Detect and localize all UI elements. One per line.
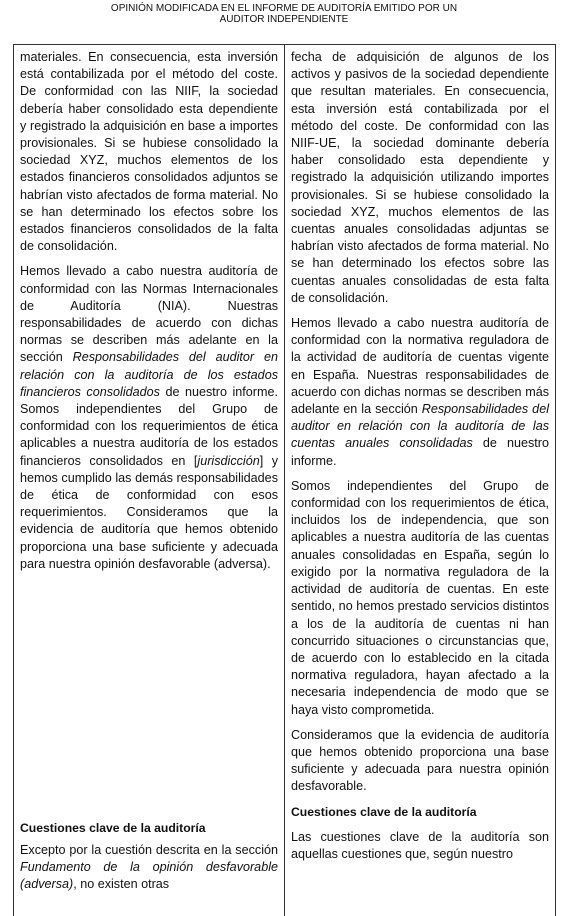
right-column xyxy=(285,45,555,916)
left-paragraph-2 xyxy=(20,263,278,573)
comparison-table xyxy=(13,44,556,916)
italic-run: Responsabilidades del auditor en relación con la auditoría de las cuentas anuales consolidadas xyxy=(291,402,549,451)
left-paragraph-3 xyxy=(20,842,278,894)
left-paragraph-1: materiales. En consecuencia, esta inversión está contabilizada por el método del coste. De conformidad con las NIIF, la sociedad debería haber consolidado esta dependiente y registrado la adquisición en base a importes provisionales. Si se hubiese consolidado la sociedad XYZ, muchos elementos de los estados financieros consolidados adjuntos se habrían visto afectados de forma material. No se han determinado los efectos sobre los estados financieros consolidados de la falta de consolidación. xyxy=(20,50,278,254)
page-header xyxy=(59,0,509,31)
text-run: Hemos llevado a cabo nuestra auditoría de conformidad con las Normas Internacionales de Auditoría (NIA). Nuestras responsabilidades de acuerdo con dichas normas se describen más adelante en la sección xyxy=(20,264,278,365)
left-section-heading: Cuestiones clave de la auditoría xyxy=(20,821,206,835)
right-paragraph-4: Consideramos que la evidencia de auditoría que hemos obtenido proporciona una base suficiente y adecuada para nuestra opinión desfavorable. xyxy=(291,727,549,794)
text-run: Excepto por la cuestión descrita en la sección xyxy=(20,843,278,857)
header-line-2: AUDITOR INDEPENDIENTE xyxy=(219,14,349,25)
right-paragraph-5: Las cuestiones clave de la auditoría son aquellas cuestiones que, según nuestro xyxy=(291,829,549,861)
header-line-1: OPINIÓN MODIFICADA EN EL INFORME DE AUDITORÍA EMITIDO POR UN xyxy=(110,3,458,14)
text-run: de nuestro informe. Somos independientes del Grupo de conformidad con los requerimientos de ética aplicables a nuestra auditoría de los estados financieros consolidados en [ xyxy=(20,384,278,468)
text-run: Hemos llevado a cabo nuestra auditoría de conformidad con la normativa reguladora de la actividad de auditoría de cuentas vigente en España. Nuestras responsabilidades de acuerdo con dichas normas se describen más adelante en la sección xyxy=(291,316,549,417)
right-paragraph-1: fecha de adquisición de algunos de los activos y pasivos de la sociedad dependiente que resultan materiales. En consecuencia, esta inversión está contabilizada por el método del coste. De conformidad con las NIIF-UE, la sociedad dominante debería haber consolidado esta dependiente y registrado la adquisición utilizando importes provisionales. Si se hubiese consolidado la sociedad XYZ, muchos elementos de las cuentas anuales consolidadas adjuntas se habrían visto afectados de forma material. No se han determinado los efectos sobre las cuentas anuales consolidadas de esta falta de consolidación. xyxy=(291,50,549,305)
italic-run: Fundamento de la opinión desfavorable (adversa) xyxy=(20,860,278,892)
right-paragraph-2 xyxy=(291,315,549,470)
left-column xyxy=(14,45,285,916)
text-run: ] y hemos cumplido las demás responsabilidades de ética de conformidad con esos requerimientos. Consideramos que la evidencia de auditoría que hemos obtenido proporciona una base suficiente y adecuada para nuestra opinión desfavorable (adversa). xyxy=(20,453,279,571)
italic-run: Responsabilidades del auditor en relación con la auditoría de los estados financieros consolidados xyxy=(20,350,278,399)
text-run: , no existen otras xyxy=(73,877,170,892)
text-run: de nuestro informe. xyxy=(291,436,549,468)
right-section-heading: Cuestiones clave de la auditoría xyxy=(291,804,477,819)
right-paragraph-3: Somos independientes del Grupo de conformidad con los requerimientos de ética, incluidos los de independencia, que son aplicables a nuestra auditoría de las cuentas anuales consolidadas en España, según lo exigido por la normativa reguladora de la actividad de auditoría de cuentas. En este sentido, no hemos prestado servicios distintos a los de la auditoría de cuentas ni han concurrido situaciones o circunstancias que, de acuerdo con lo establecido en la citada normativa reguladora, hayan afectado a la necesaria independencia de modo que se haya visto comprometida. xyxy=(291,478,549,717)
italic-run: jurisdicción xyxy=(197,453,260,468)
